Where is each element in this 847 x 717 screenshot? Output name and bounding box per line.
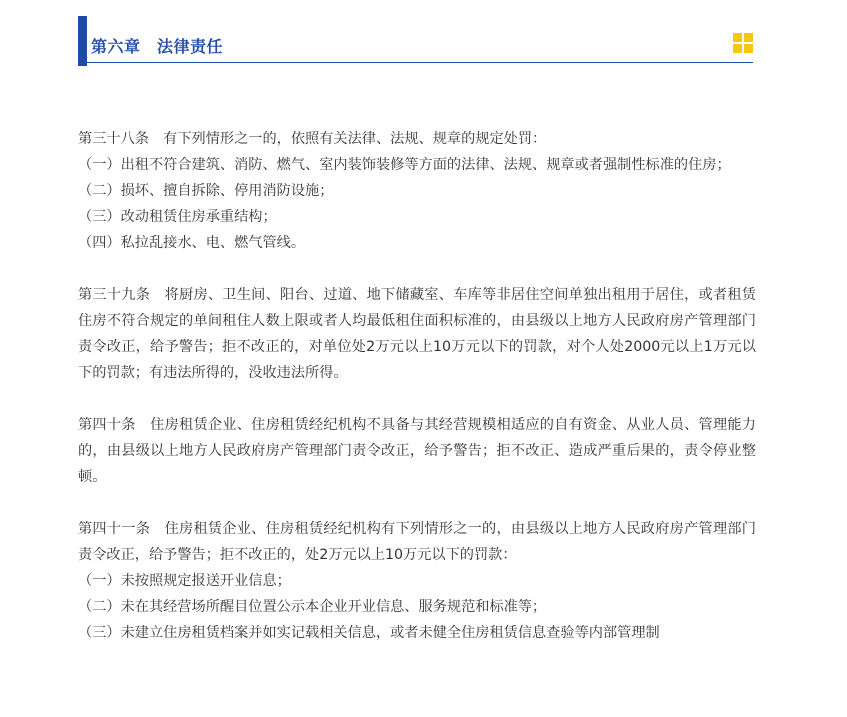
chapter-header: [78, 16, 753, 66]
article-heading: 第三十八条 有下列情形之一的，依照有关法律、法规、规章的规定处罚：: [78, 131, 547, 147]
header-divider: [87, 62, 753, 63]
article-item: （三）改动租赁住房承重结构；: [78, 209, 277, 225]
article-heading: 第四十一条 住房租赁企业、住房租赁经纪机构有下列情形之一的，由县级以上地方人民政府房产管理部门责令改正，给予警告；拒不改正的，处2万元以上10万元以下的罚款：: [78, 521, 756, 563]
article-38: [78, 126, 756, 256]
article-text: 第三十九条 将厨房、卫生间、阳台、过道、地下储藏室、车库等非居住空间单独出租用于居住，或者租赁住房不符合规定的单间租住人数上限或者人均最低租住面积标准的，由县级以上地方人民政府房产管理部门责令改正，给予警告；拒不改正的，对单位处2万元以上10万元以下的罚款，对个人处2000元以上1万元以下的罚款；有违法所得的，没收违法所得。: [78, 287, 756, 381]
article-41: [78, 516, 756, 646]
grid-icon: [733, 33, 753, 53]
article-item: （一）出租不符合建筑、消防、燃气、室内装饰装修等方面的法律、法规、规章或者强制性标准的住房；: [78, 157, 731, 173]
article-item: （二）未在其经营场所醒目位置公示本企业开业信息、服务规范和标准等；: [78, 599, 547, 615]
article-item: （二）损坏、擅自拆除、停用消防设施；: [78, 183, 334, 199]
chapter-accent-bar: [78, 16, 87, 66]
article-text: 第四十条 住房租赁企业、住房租赁经纪机构不具备与其经营规模相适应的自有资金、从业人员、管理能力的，由县级以上地方人民政府房产管理部门责令改正，给予警告；拒不改正、造成严重后果的，责令停业整顿。: [78, 417, 756, 485]
document-body: [78, 126, 756, 672]
chapter-title: 第六章 法律责任: [91, 37, 224, 56]
article-40: [78, 412, 756, 490]
article-item: （四）私拉乱接水、电、燃气管线。: [78, 235, 306, 251]
article-item: （一）未按照规定报送开业信息；: [78, 573, 291, 589]
article-39: [78, 282, 756, 386]
article-item: （三）未建立住房租赁档案并如实记载相关信息，或者未健全住房租赁信息查验等内部管理制: [78, 625, 660, 641]
